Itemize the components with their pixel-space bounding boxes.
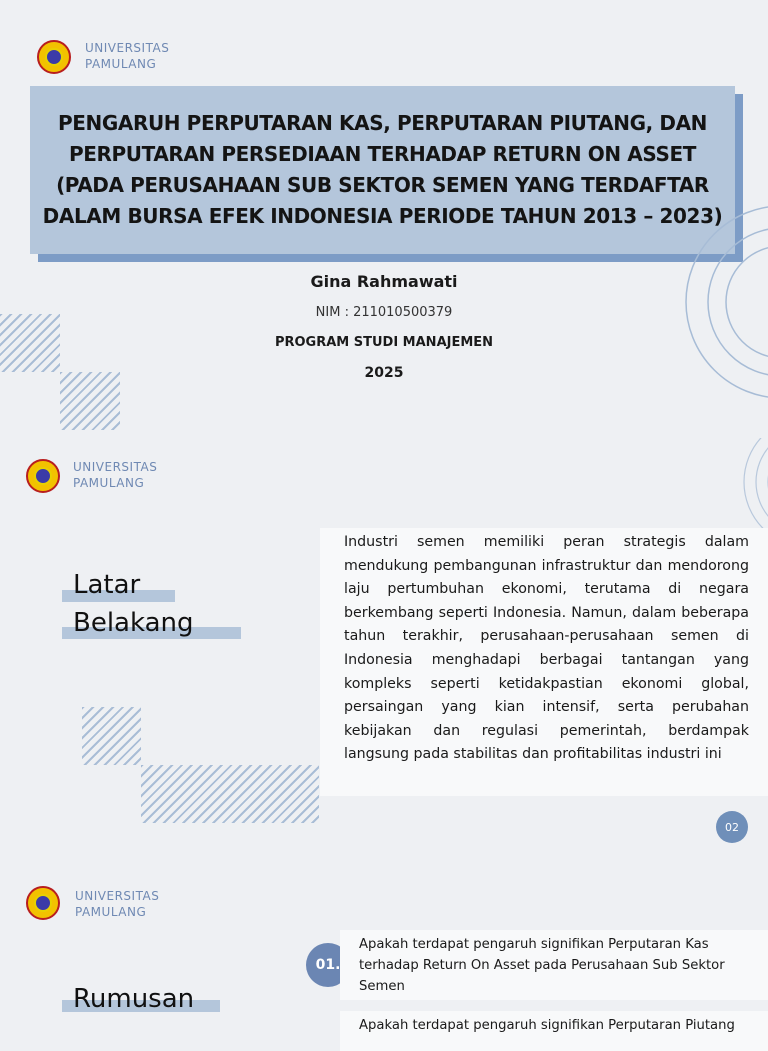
hatch-decoration xyxy=(60,372,120,430)
concentric-circles-decoration xyxy=(672,204,768,404)
university-logo-icon xyxy=(26,459,60,493)
university-name-line1: UNIVERSITAS xyxy=(75,889,160,903)
background-text-card xyxy=(320,528,768,796)
university-name xyxy=(85,40,169,72)
page-number-badge: 02 xyxy=(716,811,748,843)
thesis-title: PENGARUH PERPUTARAN KAS, PERPUTARAN PIUTANG, DAN PERPUTARAN PERSEDIAAN TERHADAP RETURN ON ASSET (PADA PERUSAHAAN SUB SEKTOR SEMEN YANG TERDAFTAR DALAM BURSA EFEK INDONESIA PERIODE TAHUN 2013 – 2023) xyxy=(42,111,723,228)
question-number-badge: 01. xyxy=(306,943,350,987)
university-name xyxy=(73,459,157,491)
section-heading xyxy=(73,566,194,642)
background-paragraph: Industri semen memiliki peran strategis dalam mendukung pembangunan infrastruktur dan mendorong laju pertumbuhan ekonomi, terutama di negara berkembang seperti Indonesia. Namun, dalam beberapa tahun terakhir, perusahaan-perusahaan semen di Indonesia menghadapi berbagai tantangan yang kompleks seperti ketidakpastian ekonomi global, persaingan yang kian intensif, serta perubahan kebijakan dan regulasi pemerintah, berdampak langsung pada stabilitas dan profitabilitas industri ini xyxy=(344,534,749,763)
student-id: NIM : 211010500379 xyxy=(315,305,453,320)
section-heading-line1: Latar xyxy=(73,570,141,600)
hatch-decoration xyxy=(82,707,141,765)
hatch-decoration xyxy=(141,765,319,823)
year: 2025 xyxy=(364,365,404,381)
university-name-line1: UNIVERSITAS xyxy=(73,460,158,474)
author-name: Gina Rahmawati xyxy=(310,272,458,291)
university-name xyxy=(75,888,159,920)
concentric-circles-decoration xyxy=(720,438,768,528)
question-text: Apakah terdapat pengaruh signifikan Perputaran Piutang xyxy=(359,1018,735,1033)
university-logo-icon xyxy=(37,40,71,74)
university-name-line2: PAMULANG xyxy=(73,476,145,490)
university-name-line2: PAMULANG xyxy=(85,57,157,71)
university-name-line2: PAMULANG xyxy=(75,905,147,919)
university-logo-icon xyxy=(26,886,60,920)
study-program: PROGRAM STUDI MANAJEMEN xyxy=(274,335,494,350)
hatch-decoration xyxy=(0,314,60,372)
question-text: Apakah terdapat pengaruh signifikan Perputaran Kas terhadap Return On Asset pada Perusahaan Sub Sektor Semen xyxy=(359,937,725,994)
title-box xyxy=(30,86,735,254)
section-heading-line2: Belakang xyxy=(73,608,194,638)
question-card xyxy=(340,930,768,1000)
question-card xyxy=(340,1011,768,1051)
section-heading: Rumusan xyxy=(73,984,195,1014)
university-name-line1: UNIVERSITAS xyxy=(85,41,170,55)
